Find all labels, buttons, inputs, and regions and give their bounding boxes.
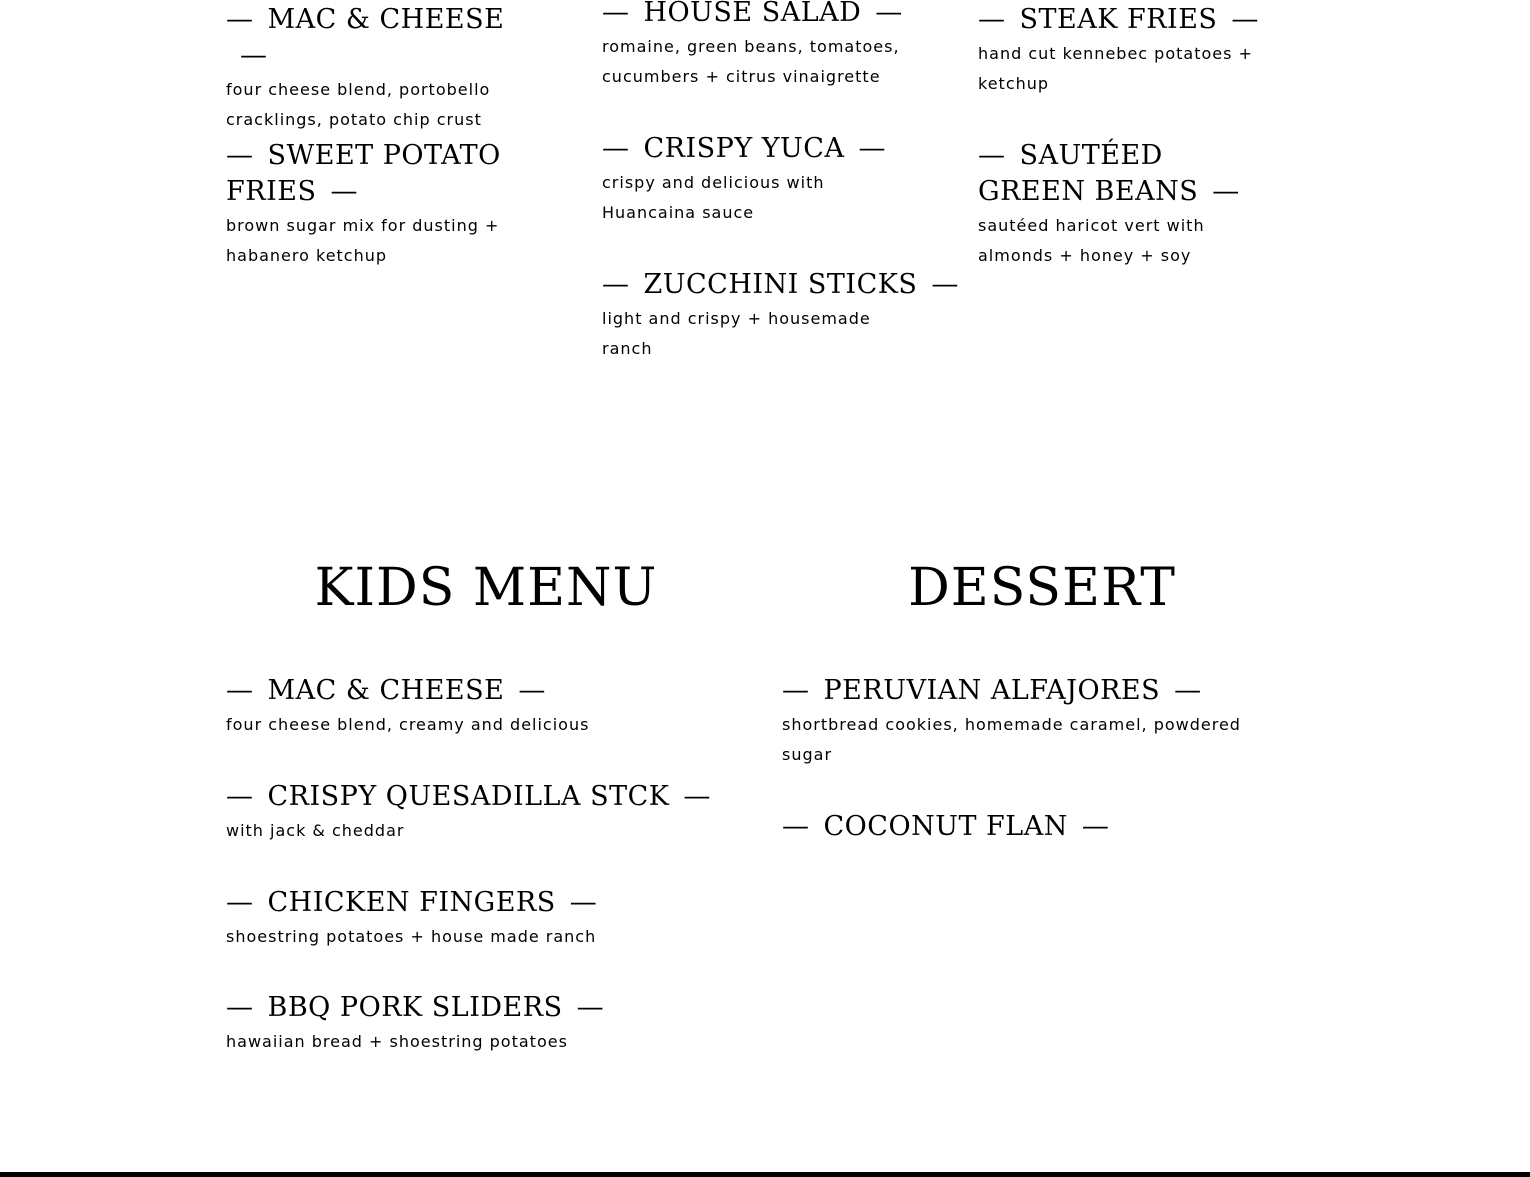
dessert-item-peruvian-alfajores [782, 673, 1242, 770]
dash-right: — [858, 133, 886, 164]
item-description: brown sugar mix for dusting + habanero ketchup [226, 216, 500, 265]
kids-item-mac-cheese [226, 673, 746, 740]
kids-item-bbq-pork-sliders [226, 990, 746, 1057]
dash-right: — [569, 887, 598, 918]
dash-right: — [518, 675, 546, 706]
item-description: light and crispy + housemade ranch [602, 309, 871, 358]
dash-right: — [1174, 675, 1202, 706]
item-name: — SAUTÉED GREEN BEANS — [978, 138, 1268, 210]
item-name: — SWEET POTATO FRIES — [226, 138, 526, 210]
item-description: four cheese blend, creamy and delicious [226, 715, 590, 734]
item-name: — STEAK FRIES — [978, 2, 1268, 38]
item-name: — MAC & CHEESE — [226, 673, 746, 709]
section-title-dessert: DESSERT [908, 558, 1176, 618]
item-description: shortbread cookies, homemade caramel, powdered sugar [782, 715, 1241, 764]
item-name: — CRISPY QUESADILLA STCK — [226, 779, 746, 815]
dash-right: — [875, 0, 903, 28]
item-description: hand cut kennebec potatoes + ketchup [978, 44, 1253, 93]
dash-left: — [602, 133, 630, 164]
footer-divider [0, 1172, 1530, 1177]
item-name: — COCONUT FLAN — [782, 809, 1242, 845]
dash-left: — [782, 811, 810, 842]
item-name: — MAC & CHEESE— [226, 2, 526, 74]
item-description: shoestring potatoes + house made ranch [226, 927, 597, 946]
dash-right: — [683, 781, 711, 812]
section-title-kids-menu: KIDS MENU [314, 558, 658, 618]
dash-right: — [330, 176, 358, 207]
dash-right: — [1081, 811, 1110, 842]
dash-right: — [1231, 4, 1259, 35]
menu-item-mac-cheese [226, 2, 526, 135]
dash-left: — [602, 269, 630, 300]
dash-left: — [226, 887, 254, 918]
item-description: crispy and delicious with Huancaina sauce [602, 173, 825, 222]
dash-left: — [226, 4, 254, 35]
item-description: four cheese blend, portobello cracklings, potato chip crust [226, 80, 491, 129]
menu-item-sauteed-green-beans [978, 138, 1268, 271]
item-description: hawaiian bread + shoestring potatoes [226, 1032, 568, 1051]
menu-item-sweet-potato-fries [226, 138, 526, 271]
menu-item-crispy-yuca [602, 131, 902, 228]
item-name: — CRISPY YUCA — [602, 131, 902, 167]
dash-left: — [226, 140, 254, 171]
dessert-item-coconut-flan [782, 809, 1242, 845]
dash-left: — [978, 4, 1006, 35]
dash-left: — [226, 675, 254, 706]
kids-item-crispy-quesadilla [226, 779, 746, 846]
item-name: — PERUVIAN ALFAJORES — [782, 673, 1242, 709]
dash-right: — [1212, 176, 1240, 207]
dash-left: — [602, 0, 630, 28]
item-name: — CHICKEN FINGERS — [226, 885, 746, 921]
dash-left: — [782, 675, 810, 706]
dash-left: — [226, 992, 254, 1023]
dash-left: — [978, 140, 1006, 171]
dash-right: — [931, 269, 959, 300]
item-name: — BBQ PORK SLIDERS — [226, 990, 746, 1026]
menu-item-zucchini-sticks [602, 267, 959, 364]
item-description: romaine, green beans, tomatoes, cucumbers + citrus vinaigrette [602, 37, 900, 86]
item-name: — HOUSE SALAD — [602, 0, 932, 31]
menu-item-house-salad [602, 0, 932, 92]
item-name: — ZUCCHINI STICKS — [602, 267, 902, 303]
dash-right: — [576, 992, 605, 1023]
item-description: with jack & cheddar [226, 821, 405, 840]
dash-right: — [240, 40, 268, 71]
item-description: sautéed haricot vert with almonds + honey + soy [978, 216, 1205, 265]
kids-item-chicken-fingers [226, 885, 746, 952]
menu-item-steak-fries [978, 2, 1268, 99]
dash-left: — [226, 781, 254, 812]
